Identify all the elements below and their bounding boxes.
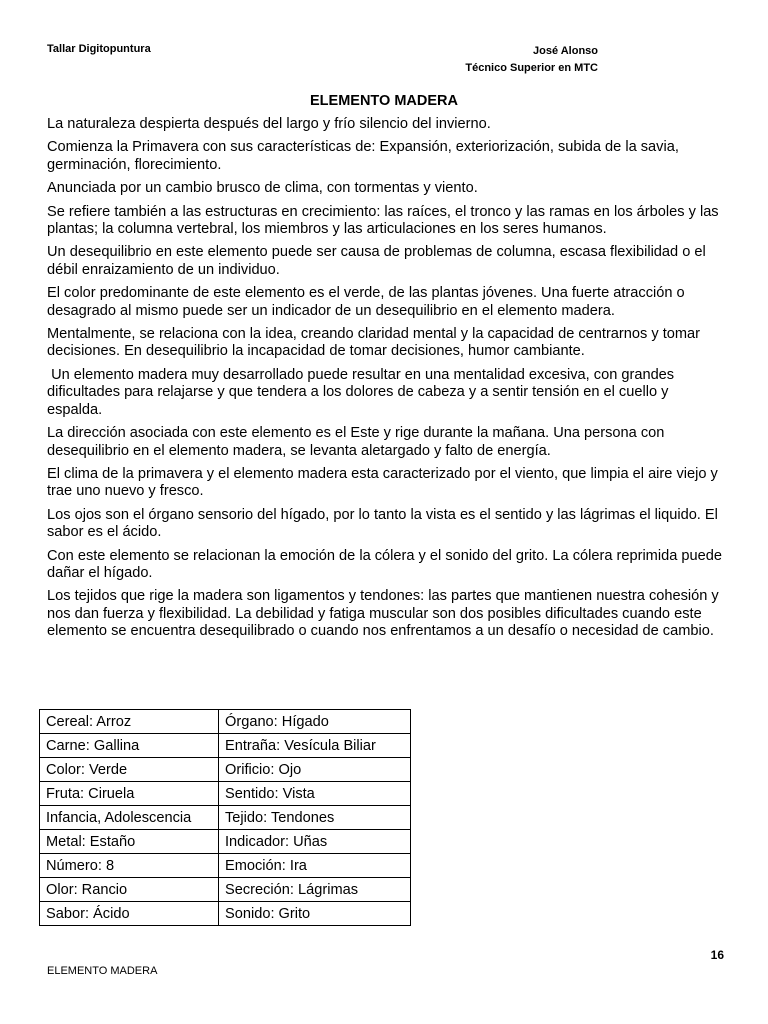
- table-cell: Sentido: Vista: [219, 782, 411, 806]
- table-cell: Olor: Rancio: [40, 878, 219, 902]
- paragraph: El color predominante de este elemento es el verde, de las plantas jóvenes. Una fuerte atracción o desagrado al mismo puede ser un indicador de un desequilibrio en el elemento madera.: [47, 285, 685, 319]
- paragraph: El clima de la primavera y el elemento madera esta caracterizado por el viento, que limpia el aire viejo y trae uno nuevo y fresco.: [47, 465, 718, 500]
- table-cell: Secreción: Lágrimas: [219, 878, 411, 902]
- paragraph: La dirección asociada con este elemento es el Este y rige durante la mañana. Una persona con desequilibrio en el elemento madera, se levanta aletargado y falto de energía.: [47, 425, 665, 459]
- table-cell: Indicador: Uñas: [219, 830, 411, 854]
- table-cell: Emoción: Ira: [219, 854, 411, 878]
- table-row: [40, 878, 411, 902]
- header-author-title: Técnico Superior en MTC: [465, 62, 598, 74]
- table-cell: Entraña: Vesícula Biliar: [219, 734, 411, 758]
- paragraph: Con este elemento se relacionan la emoción de la cólera y el sonido del grito. La cólera reprimida puede dañar el hígado.: [47, 547, 722, 581]
- table-row: [40, 710, 411, 734]
- table-row: [40, 830, 411, 854]
- paragraph: Los ojos son el órgano sensorio del hígado, por lo tanto la vista es el sentido y las lágrimas el liquido. El sabor es el ácido.: [47, 506, 718, 541]
- table-cell: Color: Verde: [40, 758, 219, 782]
- table-row: [40, 734, 411, 758]
- table-row: [40, 758, 411, 782]
- header-course-title: Tallar Digitopuntura: [47, 43, 151, 55]
- table-row: [40, 806, 411, 830]
- paragraph: Un elemento madera muy desarrollado puede resultar en una mentalidad excesiva, con grandes dificultades para relajarse y que tendera a los dolores de cabeza y a sentir tensión en el cuello y espalda.: [47, 366, 679, 418]
- table-cell: Cereal: Arroz: [40, 710, 219, 734]
- table-cell: Número: 8: [40, 854, 219, 878]
- paragraph: Los tejidos que rige la madera son ligamentos y tendones: las partes que mantienen nuestra cohesión y nos dan fuerza y flexibilidad. La debilidad y fatiga muscular son dos posibles dificultades cuando este elemento se encuentra desequilibrado o cuando nos enfrentamos a un desafío o necesidad de cambio.: [47, 588, 719, 640]
- table-cell: Carne: Gallina: [40, 734, 219, 758]
- table-cell: Sabor: Ácido: [40, 902, 219, 926]
- table-cell: Sonido: Grito: [219, 902, 411, 926]
- page-footer: ELEMENTO MADERA: [47, 965, 158, 977]
- paragraph: Comienza la Primavera con sus características de: Expansión, exteriorización, subida de la savia, germinación, florecimiento.: [47, 139, 679, 173]
- table-row: [40, 782, 411, 806]
- paragraph: Anunciada por un cambio brusco de clima, con tormentas y viento.: [47, 180, 478, 197]
- paragraph: La naturaleza despierta después del largo y frío silencio del invierno.: [47, 116, 491, 132]
- paragraph: Un desequilibrio en este elemento puede ser causa de problemas de columna, escasa flexibilidad o el débil enraizamiento de un individuo.: [47, 244, 706, 278]
- document-body: [47, 116, 727, 647]
- table-row: [40, 902, 411, 926]
- paragraph: Mentalmente, se relaciona con la idea, creando claridad mental y la capacidad de centrarnos y tomar decisiones. En desequilibrio la incapacidad de tomar decisiones, humor cambiante.: [47, 326, 701, 360]
- table-row: [40, 854, 411, 878]
- page-number: 16: [710, 948, 724, 962]
- header-author-block: [452, 43, 598, 77]
- paragraph: Se refiere también a las estructuras en crecimiento: las raíces, el tronco y las ramas en los árboles y las plantas; la columna vertebral, los miembros y las articulaciones en los seres humanos.: [47, 203, 719, 238]
- table-cell: Orificio: Ojo: [219, 758, 411, 782]
- header-author-name: José Alonso: [533, 45, 598, 57]
- correspondences-table: [39, 709, 411, 926]
- table-cell: Infancia, Adolescencia: [40, 806, 219, 830]
- table-cell: Órgano: Hígado: [219, 710, 411, 734]
- table-cell: Tejido: Tendones: [219, 806, 411, 830]
- page-title: ELEMENTO MADERA: [310, 93, 458, 109]
- table-cell: Metal: Estaño: [40, 830, 219, 854]
- table-cell: Fruta: Ciruela: [40, 782, 219, 806]
